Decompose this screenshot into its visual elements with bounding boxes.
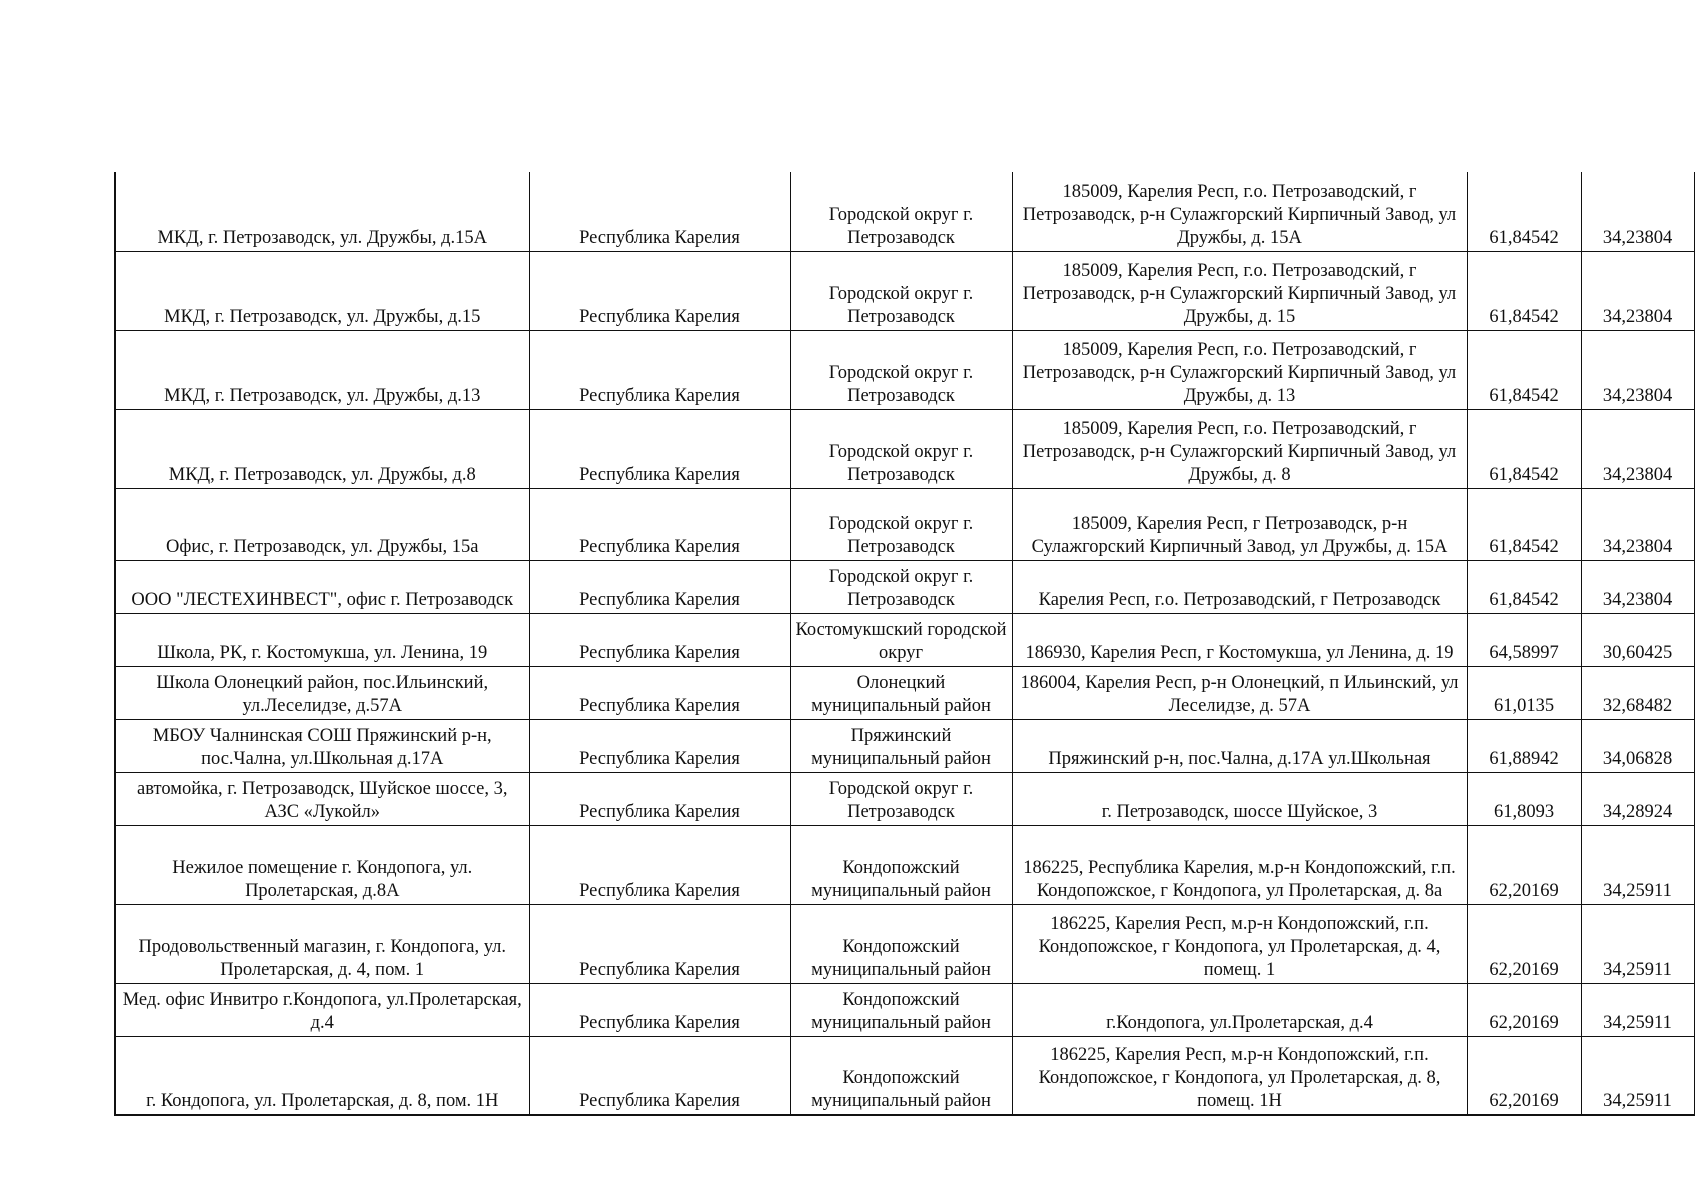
region-cell: Республика Карелия xyxy=(529,772,790,825)
address-cell: 185009, Карелия Респ, г.о. Петрозаводский, г Петрозаводск, р-н Сулажгорский Кирпичный Завод, ул Дружбы, д. 13 xyxy=(1012,330,1467,409)
table-row xyxy=(115,409,1694,488)
longitude-cell: 32,68482 xyxy=(1581,666,1694,719)
municipality-cell: Кондопожский муниципальный район xyxy=(790,983,1012,1036)
municipality-cell: Кондопожский муниципальный район xyxy=(790,1036,1012,1115)
table-row xyxy=(115,904,1694,983)
latitude-cell: 61,84542 xyxy=(1467,172,1581,251)
region-cell: Республика Карелия xyxy=(529,613,790,666)
municipality-cell: Костомукшский городской округ xyxy=(790,613,1012,666)
table-row xyxy=(115,560,1694,613)
object-name-cell: МКД, г. Петрозаводск, ул. Дружбы, д.15А xyxy=(115,172,529,251)
latitude-cell: 61,88942 xyxy=(1467,719,1581,772)
latitude-cell: 61,84542 xyxy=(1467,251,1581,330)
object-name-cell: Продовольственный магазин, г. Кондопога, ул. Пролетарская, д. 4, пом. 1 xyxy=(115,904,529,983)
table-row xyxy=(115,613,1694,666)
municipality-cell: Кондопожский муниципальный район xyxy=(790,904,1012,983)
latitude-cell: 64,58997 xyxy=(1467,613,1581,666)
address-cell: 186225, Карелия Респ, м.р-н Кондопожский, г.п. Кондопожское, г Кондопога, ул Пролетарская, д. 8, помещ. 1Н xyxy=(1012,1036,1467,1115)
table-row xyxy=(115,488,1694,560)
object-name-cell: Школа, РК, г. Костомукша, ул. Ленина, 19 xyxy=(115,613,529,666)
region-cell: Республика Карелия xyxy=(529,330,790,409)
latitude-cell: 61,8093 xyxy=(1467,772,1581,825)
latitude-cell: 61,84542 xyxy=(1467,560,1581,613)
objects-table xyxy=(114,172,1695,1116)
longitude-cell: 30,60425 xyxy=(1581,613,1694,666)
region-cell: Республика Карелия xyxy=(529,904,790,983)
region-cell: Республика Карелия xyxy=(529,560,790,613)
object-name-cell: Нежилое помещение г. Кондопога, ул. Пролетарская, д.8А xyxy=(115,825,529,904)
table-row xyxy=(115,983,1694,1036)
municipality-cell: Городской округ г. Петрозаводск xyxy=(790,772,1012,825)
municipality-cell: Олонецкий муниципальный район xyxy=(790,666,1012,719)
latitude-cell: 62,20169 xyxy=(1467,1036,1581,1115)
longitude-cell: 34,23804 xyxy=(1581,251,1694,330)
longitude-cell: 34,23804 xyxy=(1581,172,1694,251)
table-row xyxy=(115,251,1694,330)
table-row xyxy=(115,1036,1694,1115)
region-cell: Республика Карелия xyxy=(529,172,790,251)
region-cell: Республика Карелия xyxy=(529,719,790,772)
region-cell: Республика Карелия xyxy=(529,983,790,1036)
address-cell: Карелия Респ, г.о. Петрозаводский, г Петрозаводск xyxy=(1012,560,1467,613)
longitude-cell: 34,06828 xyxy=(1581,719,1694,772)
address-cell: г. Петрозаводск, шоссе Шуйское, 3 xyxy=(1012,772,1467,825)
latitude-cell: 62,20169 xyxy=(1467,983,1581,1036)
latitude-cell: 61,84542 xyxy=(1467,409,1581,488)
region-cell: Республика Карелия xyxy=(529,488,790,560)
longitude-cell: 34,23804 xyxy=(1581,330,1694,409)
address-cell: 186225, Карелия Респ, м.р-н Кондопожский, г.п. Кондопожское, г Кондопога, ул Пролетарская, д. 4, помещ. 1 xyxy=(1012,904,1467,983)
latitude-cell: 61,0135 xyxy=(1467,666,1581,719)
longitude-cell: 34,23804 xyxy=(1581,560,1694,613)
address-cell: 186004, Карелия Респ, р-н Олонецкий, п Ильинский, ул Леселидзе, д. 57А xyxy=(1012,666,1467,719)
longitude-cell: 34,25911 xyxy=(1581,825,1694,904)
object-name-cell: МБОУ Чалнинская СОШ Пряжинский р-н, пос.Чална, ул.Школьная д.17А xyxy=(115,719,529,772)
object-name-cell: МКД, г. Петрозаводск, ул. Дружбы, д.13 xyxy=(115,330,529,409)
address-cell: 185009, Карелия Респ, г.о. Петрозаводский, г Петрозаводск, р-н Сулажгорский Кирпичный Завод, ул Дружбы, д. 15А xyxy=(1012,172,1467,251)
object-name-cell: ООО "ЛЕСТЕХИНВЕСТ", офис г. Петрозаводск xyxy=(115,560,529,613)
municipality-cell: Кондопожский муниципальный район xyxy=(790,825,1012,904)
municipality-cell: Городской округ г. Петрозаводск xyxy=(790,330,1012,409)
municipality-cell: Городской округ г. Петрозаводск xyxy=(790,172,1012,251)
region-cell: Республика Карелия xyxy=(529,825,790,904)
longitude-cell: 34,25911 xyxy=(1581,983,1694,1036)
longitude-cell: 34,23804 xyxy=(1581,488,1694,560)
object-name-cell: Мед. офис Инвитро г.Кондопога, ул.Пролетарская, д.4 xyxy=(115,983,529,1036)
longitude-cell: 34,25911 xyxy=(1581,904,1694,983)
address-cell: 185009, Карелия Респ, г.о. Петрозаводский, г Петрозаводск, р-н Сулажгорский Кирпичный Завод, ул Дружбы, д. 15 xyxy=(1012,251,1467,330)
municipality-cell: Городской округ г. Петрозаводск xyxy=(790,251,1012,330)
address-cell: 186225, Республика Карелия, м.р-н Кондопожский, г.п. Кондопожское, г Кондопога, ул Пролетарская, д. 8а xyxy=(1012,825,1467,904)
table-row xyxy=(115,330,1694,409)
object-name-cell: Школа Олонецкий район, пос.Ильинский, ул.Леселидзе, д.57А xyxy=(115,666,529,719)
latitude-cell: 61,84542 xyxy=(1467,488,1581,560)
longitude-cell: 34,23804 xyxy=(1581,409,1694,488)
address-cell: 186930, Карелия Респ, г Костомукша, ул Ленина, д. 19 xyxy=(1012,613,1467,666)
object-name-cell: Офис, г. Петрозаводск, ул. Дружбы, 15а xyxy=(115,488,529,560)
address-cell: 185009, Карелия Респ, г Петрозаводск, р-н Сулажгорский Кирпичный Завод, ул Дружбы, д. 15А xyxy=(1012,488,1467,560)
municipality-cell: Городской округ г. Петрозаводск xyxy=(790,560,1012,613)
object-name-cell: автомойка, г. Петрозаводск, Шуйское шоссе, 3, АЗС «Лукойл» xyxy=(115,772,529,825)
longitude-cell: 34,25911 xyxy=(1581,1036,1694,1115)
address-cell: 185009, Карелия Респ, г.о. Петрозаводский, г Петрозаводск, р-н Сулажгорский Кирпичный Завод, ул Дружбы, д. 8 xyxy=(1012,409,1467,488)
municipality-cell: Городской округ г. Петрозаводск xyxy=(790,488,1012,560)
table-row xyxy=(115,772,1694,825)
table-row xyxy=(115,719,1694,772)
object-name-cell: МКД, г. Петрозаводск, ул. Дружбы, д.15 xyxy=(115,251,529,330)
table-row xyxy=(115,666,1694,719)
latitude-cell: 62,20169 xyxy=(1467,825,1581,904)
object-name-cell: МКД, г. Петрозаводск, ул. Дружбы, д.8 xyxy=(115,409,529,488)
region-cell: Республика Карелия xyxy=(529,666,790,719)
address-cell: Пряжинский р-н, пос.Чална, д.17А ул.Школьная xyxy=(1012,719,1467,772)
object-name-cell: г. Кондопога, ул. Пролетарская, д. 8, пом. 1Н xyxy=(115,1036,529,1115)
table-row xyxy=(115,825,1694,904)
longitude-cell: 34,28924 xyxy=(1581,772,1694,825)
region-cell: Республика Карелия xyxy=(529,409,790,488)
latitude-cell: 61,84542 xyxy=(1467,330,1581,409)
municipality-cell: Пряжинский муниципальный район xyxy=(790,719,1012,772)
address-cell: г.Кондопога, ул.Пролетарская, д.4 xyxy=(1012,983,1467,1036)
table-row xyxy=(115,172,1694,251)
municipality-cell: Городской округ г. Петрозаводск xyxy=(790,409,1012,488)
latitude-cell: 62,20169 xyxy=(1467,904,1581,983)
region-cell: Республика Карелия xyxy=(529,1036,790,1115)
region-cell: Республика Карелия xyxy=(529,251,790,330)
